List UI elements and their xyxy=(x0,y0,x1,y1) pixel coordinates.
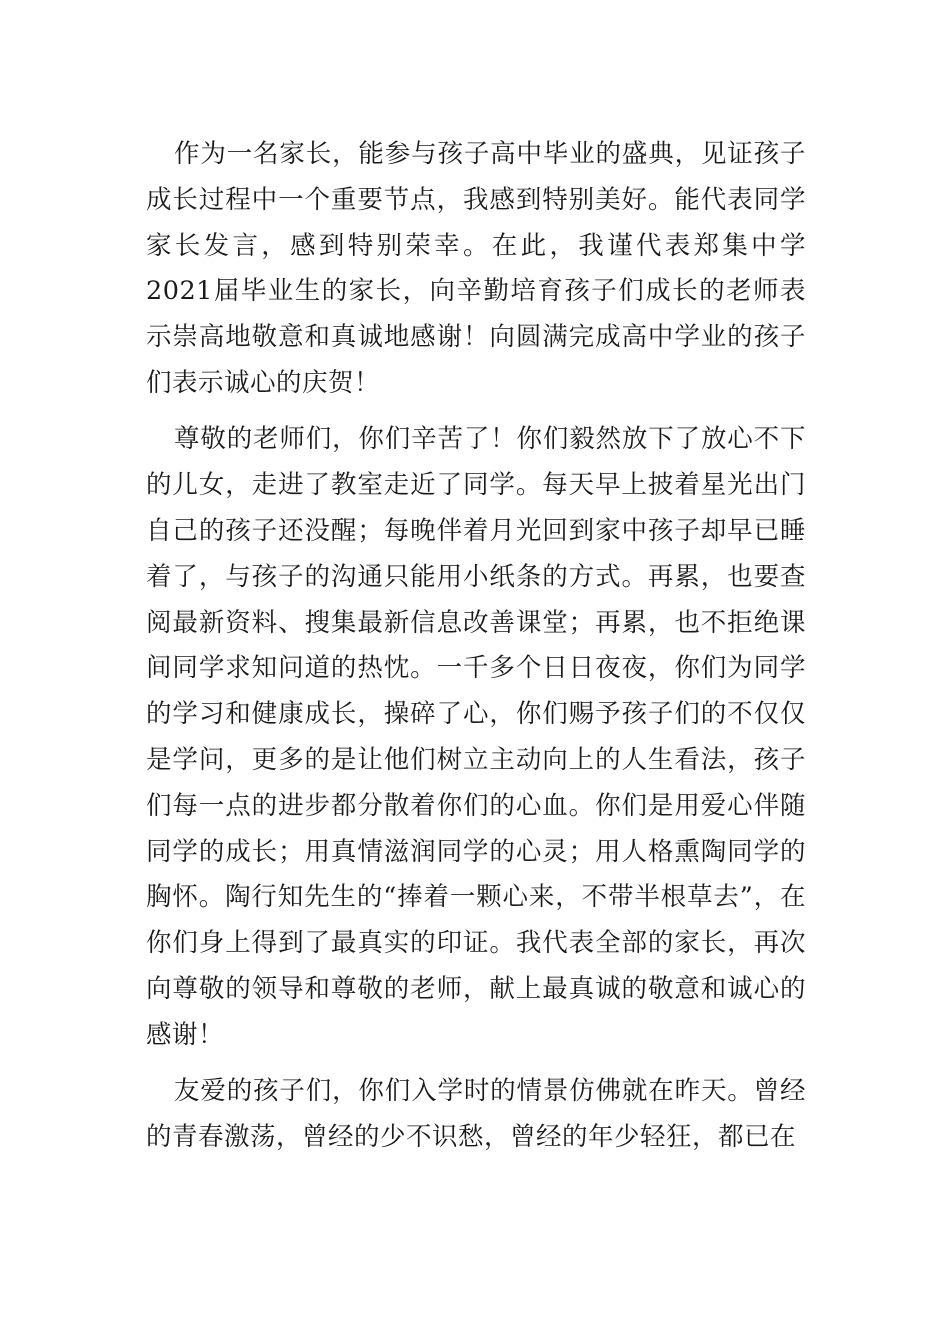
paragraph-1: 作为一名家长，能参与孩子高中毕业的盛典，见证孩子成长过程中一个重要节点，我感到特别美好。能代表同学家长发言，感到特别荣幸。在此，我谨代表郑集中学2021届毕业生的家长，向辛勤培育孩子们成长的老师表示崇高地敬意和真诚地感谢！向圆满完成高中学业的孩子们表示诚心的庆贺！ xyxy=(146,139,806,398)
paragraph-2: 尊敬的老师们，你们辛苦了！你们毅然放下了放心不下的儿女，走进了教室走近了同学。每天早上披着星光出门自己的孩子还没醒；每晚伴着月光回到家中孩子却早已睡着了，与孩子的沟通只能用小纸条的方式。再累，也要查阅最新资料、搜集最新信息改善课堂；再累，也不拒绝课间同学求知问道的热忱。一千多个日日夜夜，你们为同学的学习和健康成长，操碎了心，你们赐予孩子们的不仅仅是学问，更多的是让他们树立主动向上的人生看法，孩子们每一点的进步都分散着你们的心血。你们是用爱心伴随同学的成长；用真情滋润同学的心灵；用人格熏陶同学的胸怀。陶行知先生的“捧着一颗心来，不带半根草去”，在你们身上得到了最真实的印证。我代表全部的家长，再次向尊敬的领导和尊敬的老师，献上最真诚的敬意和诚心的感谢！ xyxy=(146,424,806,1050)
speech-text xyxy=(146,132,806,1171)
paragraph-3: 友爱的孩子们，你们入学时的情景仿佛就在昨天。曾经的青春激荡，曾经的少不识愁，曾经的年少轻狂，都已在 xyxy=(146,1076,806,1152)
